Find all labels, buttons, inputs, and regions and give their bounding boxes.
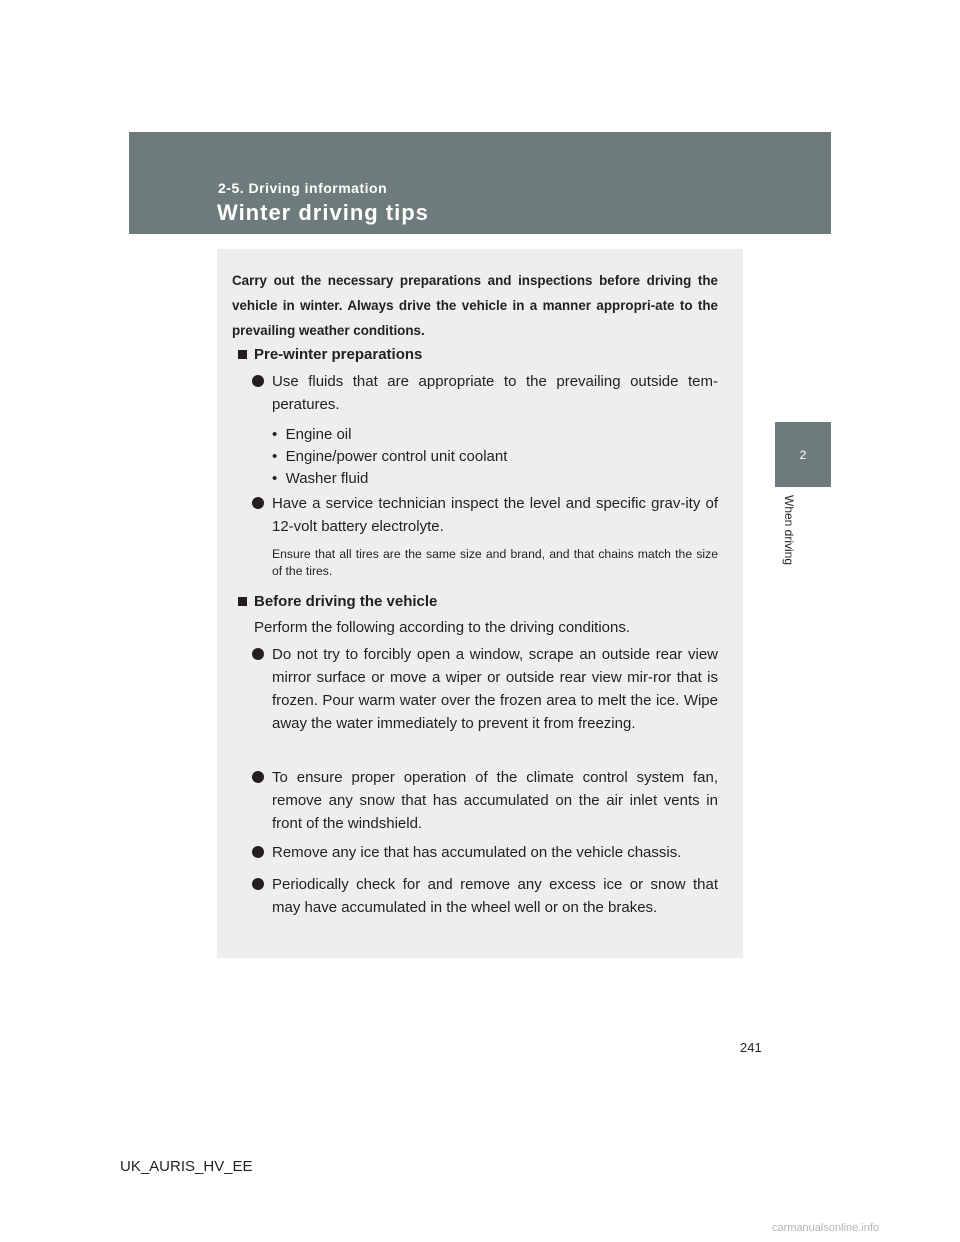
before-driving-heading-label: Before driving the vehicle	[254, 593, 438, 610]
fluid-item-text: Engine oil	[285, 426, 352, 443]
section-label: 2-5. Driving information	[218, 180, 388, 196]
round-bullet-icon	[252, 648, 264, 660]
list-item-text: Periodically check for and remove any excess ice or snow that may have accumulated in the wheel well or on the brakes.	[272, 876, 718, 916]
fluid-item-text: Washer fluid	[285, 470, 369, 487]
tire-note: Ensure that all tires are the same size and brand, and that chains match the size of the tires.	[272, 547, 718, 578]
list-item-text: Have a service technician inspect the level and specific grav-ity of 12-volt battery electrolyte.	[272, 495, 718, 535]
round-bullet-icon	[252, 771, 264, 783]
chapter-label: When driving	[782, 495, 796, 566]
list-item	[252, 841, 718, 864]
fluid-item: • Washer fluid	[272, 470, 369, 487]
round-bullet-icon	[252, 878, 264, 890]
list-item	[252, 873, 718, 919]
chapter-number: 2	[799, 447, 807, 462]
chapter-tab	[775, 422, 831, 487]
page-title: Winter driving tips	[217, 200, 429, 225]
list-item	[252, 492, 718, 538]
before-driving-heading	[238, 593, 437, 610]
list-item-text: Do not try to forcibly open a window, scrape an outside rear view mirror surface or move a wiper or outside rear view mir-ror that is frozen. Pour warm water over the frozen area to melt the ice. Wipe away the water immediately to prevent it from freezing.	[272, 646, 718, 732]
list-item-text: Use fluids that are appropriate to the prevailing outside tem-peratures.	[272, 373, 718, 413]
pre-winter-heading-label: Pre-winter preparations	[254, 346, 423, 363]
square-bullet-icon	[238, 597, 247, 606]
list-item-text: To ensure proper operation of the climate control system fan, remove any snow that has accumulated on the air inlet vents in front of the windshield.	[272, 769, 718, 832]
fluid-item: • Engine oil	[272, 426, 352, 443]
intro-text: Carry out the necessary preparations and inspections before driving the vehicle in winter. Always drive the vehicle in a manner appropri-ate to the prevailing weather conditions.	[232, 273, 718, 338]
watermark: carmanualsonline.info	[772, 1222, 880, 1234]
list-item	[252, 643, 718, 735]
round-bullet-icon	[252, 375, 264, 387]
list-item	[252, 766, 718, 835]
fluid-item: • Engine/power control unit coolant	[272, 448, 508, 465]
round-bullet-icon	[252, 846, 264, 858]
pre-winter-heading	[238, 346, 422, 363]
square-bullet-icon	[238, 350, 247, 359]
before-driving-lead: Perform the following according to the driving conditions.	[254, 619, 631, 636]
list-item	[252, 370, 718, 416]
round-bullet-icon	[252, 497, 264, 509]
list-item-text: Remove any ice that has accumulated on the vehicle chassis.	[272, 844, 682, 861]
fluid-item-text: Engine/power control unit coolant	[285, 448, 508, 465]
document-code: UK_AURIS_HV_EE	[120, 1158, 253, 1175]
page-number: 241	[740, 1040, 762, 1055]
